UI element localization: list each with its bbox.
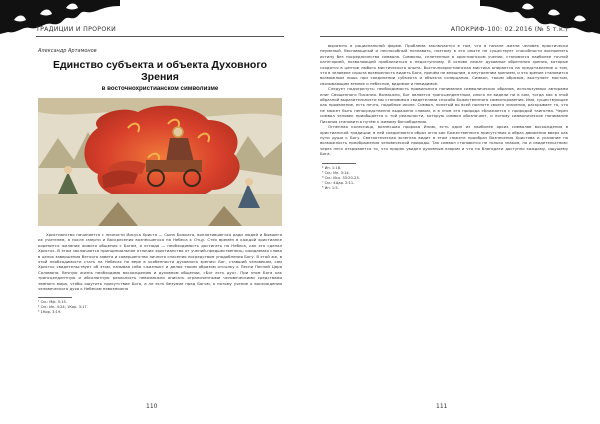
page-number-left: 110 — [146, 403, 158, 410]
paragraph: выразить в рациональной форме. Проблема заключается в том, что в начале жизни человек практически неумелый, беспомощный и неспособный познавать, поэтому в его опыте не существует способности воспринять истину без посредничества символа. Символы, сплетенные в христианском учении, становятся наиболее точной категорией, позволяющей приблизиться к недоступному. В основе лежат духовные обретения зрения, которые сходятся в центре любого мистического опыта. Восточнохристианская мистика опирается на представление о том, что в человеке скрыта возможность видеть Бога, причём не внешним, а внутренним зрением, и это зрение становится возможным лишь при соединении субъекта и объекта созерцания. Символ, таким образом, выступает мостом, связывающим земное и небесное, видимое и невидимое. — [320, 43, 568, 86]
left-footnotes — [36, 300, 284, 315]
footnote: ⁵ См.: Ин. 3:14. — [322, 170, 350, 175]
right-page — [320, 26, 568, 424]
paragraph: Христианство начинается с личности Иисуса Христа — Сына Божьего, воплотившегося ради людей и бывшего их учителем, а после смерти и Воскресения вознёсшегося на Небеса к Отцу. Стех времён в каждой христианке коренится желание живого общения с Богом, а отсюда — необходимость достигать на Небеса, как это сделал Христос. В этом заключается принципиальное отличие христианства от учений-предшественниц: ожидаемая слава в целях завершения Ветхого завета и совершенство личного спасения посредством уподобления Богу. В этой же, в этой необходимости стать на Небесах на вере в особенности духовного зрения: Бог, ставший человеком, сам Христос свидетельствует об этом, называя себя «жизнью» и делая таким образом отсылку к Песни Песней Царя Соломона. Вечную жизнь необходимо восхождению и духовном общении, «Бог есть дух». При этом Бога как трансцендентную и абсолютную реальность невозможно описать ограниченными человеческими средствами земного мира, чтобы ощутить присутствие Бога, а не есть безумие пред Богом, а потому учение о восхождении человеческого духа к Небесам невозможно — [38, 232, 282, 292]
footnote: ¹ См.: Мф. 5:15. — [38, 300, 67, 305]
paragraph: Следует подчеркнуть: необходимость правильного понимания символических образов, используемых авторами книг Священного Писания. Возможно, Бог является трансцендентным, иного не видели ни в ком, тогда как в этой образной выразительности мы становимся свидетелями способа Божественного самооткровения. Имя, существующее как проявление, есть нечто, подобное иконе. Символ, понятый во всей полноте своего значения, раскрывает то, что не может быть непосредственно выражено словом, и в этом его природа сближается с природой таинства. Через символ человек приобщается к той реальности, которую символ обозначает, и потому символическое понимание Писания становится путём к живому богообщению. — [320, 86, 568, 124]
page-number-right: 111 — [436, 403, 448, 410]
right-body-text — [320, 43, 568, 157]
footnote: ⁸ Ин. 1:5. — [322, 185, 339, 190]
footnote-divider — [322, 163, 356, 164]
footnote: ⁶ См.: Исх. 33:20-23. — [322, 175, 360, 180]
running-head-right: АПОКРИФ-100: 02.2016 (№ 5 т.к.) — [320, 26, 568, 37]
article-subtitle: в восточнохристианском символизме — [101, 85, 219, 92]
article-author: Александр Артамонов — [38, 48, 97, 54]
paragraph: Огненная колесница, вознёсшая пророка Илию, есть один из наиболее ярких символов восхождения в христианской традиции: в ней соединяются образ огня как Божественного присутствия и образ движения вверх как пути души к Богу. Святоотеческая экзегеза видит в этом сюжете прообраз Вознесения Христова и указание на возможность преображения человеческой природы. Так символ становится не только знаком, но и свидетельством: через него открывается то, что пророк увидел духовным взором и что по благодати доступно каждому, ищущему Бога. — [320, 124, 568, 157]
footnote: ² См.: Ин. 4:24; 1Кор. 3:17. — [38, 305, 88, 310]
footnote-divider — [38, 297, 72, 298]
footnote: ⁷ См.: 4Цар. 2:11. — [322, 180, 355, 185]
article-title: Единство субъекта и объекта Духовного Зрения — [53, 59, 267, 83]
running-head-left: ТРАДИЦИИ И ПРОРОКИ — [36, 26, 284, 37]
left-page — [36, 26, 284, 424]
icon-illustration — [38, 98, 282, 226]
right-footnotes — [320, 166, 568, 191]
footnote: ³ 1Кор. 3:19. — [38, 310, 62, 315]
footnote: ⁴ Ин. 1:18. — [322, 165, 342, 170]
left-body-text — [38, 232, 282, 291]
